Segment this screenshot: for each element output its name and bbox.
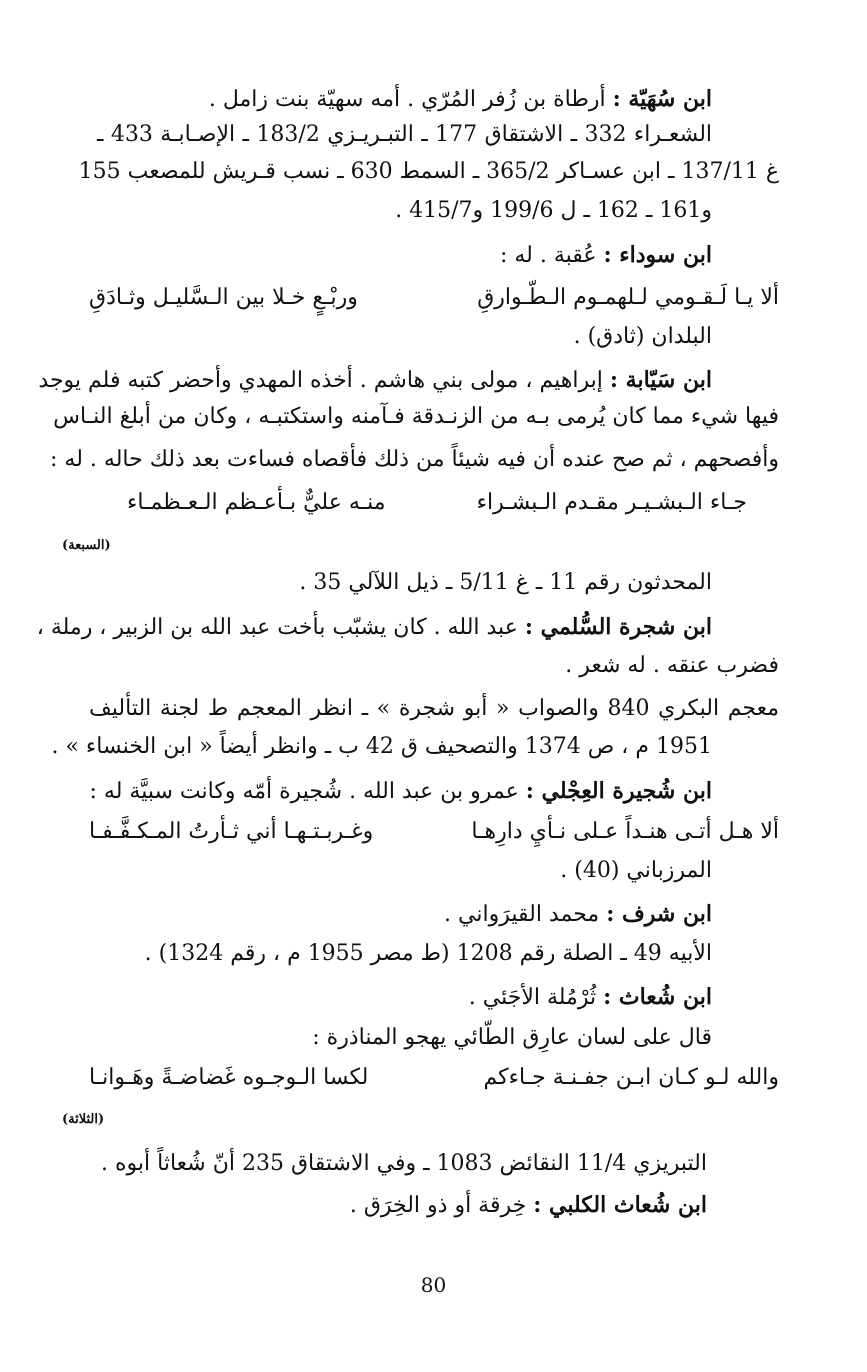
entry-head: ابن سُهَيّة : (612, 86, 712, 112)
verse-line (89, 817, 779, 847)
verse-second-hemistich: وغـربـتـهـا أني ثـأرتُ المـكـفَّـفـا (89, 819, 374, 844)
entry-head: ابن شُعاث : (603, 984, 712, 1010)
reference-line: معجم البكري 840 والصواب « أبو شجرة » ـ انظر المعجم ط لجنة التأليف (89, 696, 779, 721)
body-line: فيها شيء مما كان يُرمى بـه من الزنـدقة فـآمنه واستكتبـه ، وكان من أبلغ النـاس (53, 404, 779, 429)
body-line: فضرب عنقه . له شعر . (565, 653, 779, 678)
entry-line (97, 982, 712, 1013)
verse-meter: (السبعة) (62, 538, 111, 553)
reference-line: المرزباني (40) . (560, 858, 712, 883)
entry-head: ابن شجرة السُّلمي : (524, 614, 712, 640)
entry-line (97, 240, 712, 271)
verse-first-hemistich: ألا يـا لَـقـومي لـلهمـوم الـطّـوارقِ (477, 285, 779, 310)
verse-line (89, 1063, 779, 1093)
reference-line: المحدثون رقم 11 ـ غ 5/11 ـ ذيل اللآلي 35 . (299, 570, 712, 595)
reference-line: الشعـراء 332 ـ الاشتقاق 177 ـ التبـريـزي 183/2 ـ الإصـابـة 433 ـ (97, 122, 713, 147)
verse-second-hemistich: وربْـعٍ خـلا بين الـسَّليـل وثـادَقِ (89, 285, 358, 310)
entry-text: إبراهيم ، مولى بني هاشم . أخذه المهدي وأحضر كتبه فلم يوجد (38, 368, 603, 393)
entry-text: أرطاة بن زُفر المُرّي . أمه سهيّة بنت زامل . (208, 87, 606, 112)
entry-head: ابن شرف : (606, 901, 712, 927)
entry-head: ابن شُعاث الكلبي : (533, 1192, 707, 1218)
entry-line (97, 84, 712, 115)
page-number: 80 (420, 1273, 447, 1297)
entry-text: خِرقة أو ذو الخِرَق . (349, 1193, 527, 1218)
body-line: قال على لسان عارِق الطّائي يهجو المناذرة : (312, 1025, 712, 1050)
entry-text: محمد القيرَواني . (444, 902, 600, 927)
entry-text: عُقبة . له : (499, 243, 597, 268)
entry-head: ابن سوداء : (603, 242, 712, 268)
verse-meter: (الثلاثة) (62, 1112, 105, 1127)
entry-text: عمرو بن عبد الله . شُجيرة أمّه وكانت سبيَّة له : (89, 779, 519, 804)
verse-line (127, 488, 747, 518)
verse-first-hemistich: ألا هـل أتـى هنـداً عـلى نـأيِ دارِهـا (471, 819, 779, 844)
body-line: وأفصحهم ، ثم صح عنده أن فيه شيئاً من ذلك فأقصاه فساءت بعد ذلك حاله . له : (50, 447, 779, 472)
reference-line: التبريزي 11/4 النقائض 1083 ـ وفي الاشتقاق 235 أنّ شُعاثاً أبوه . (101, 1151, 707, 1176)
verse-second-hemistich: منـه عليٌّ بـأعـظم الـعـظمـاء (127, 490, 386, 515)
verse-first-hemistich: جـاء الـبشـيـر مقـدم الـبشـراء (476, 490, 747, 515)
entry-line (97, 1190, 707, 1221)
entry-head: ابن شُجيرة العِجْلي : (525, 778, 712, 804)
reference-line: الأبيه 49 ـ الصلة رقم 1208 (ط مصر 1955 م ، رقم 1324) . (144, 941, 712, 966)
entry-text: عبد الله . كان يشبّب بأخت عبد الله بن الزبير ، رملة ، (36, 615, 518, 640)
entry-text: ثُرْمُلة الأجَئي . (468, 985, 597, 1010)
reference-line: البلدان (ثادق) . (573, 324, 712, 349)
reference-line: 1951 م ، ص 1374 والتصحيف ق 42 ب ـ وانظر أيضاً « ابن الخنساء » . (51, 734, 712, 759)
reference-line: و161 ـ 162 ـ ل 199/6 و415/7 . (395, 198, 712, 223)
entry-head: ابن سَيّابة : (609, 367, 712, 393)
verse-line (89, 283, 779, 313)
reference-line: غ 137/11 ـ ابن عسـاكر 365/2 ـ السمط 630 ـ نسب قـريش للمصعب 155 (78, 159, 779, 184)
entry-line (97, 899, 712, 930)
entry-line (36, 612, 712, 643)
verse-second-hemistich: لكسا الـوجـوه غَضاضـةً وهَـوانـا (89, 1065, 369, 1090)
verse-first-hemistich: والله لـو كـان ابـن جفـنـة جـاءكم (483, 1065, 779, 1090)
entry-line (38, 365, 712, 396)
entry-line (89, 776, 712, 807)
